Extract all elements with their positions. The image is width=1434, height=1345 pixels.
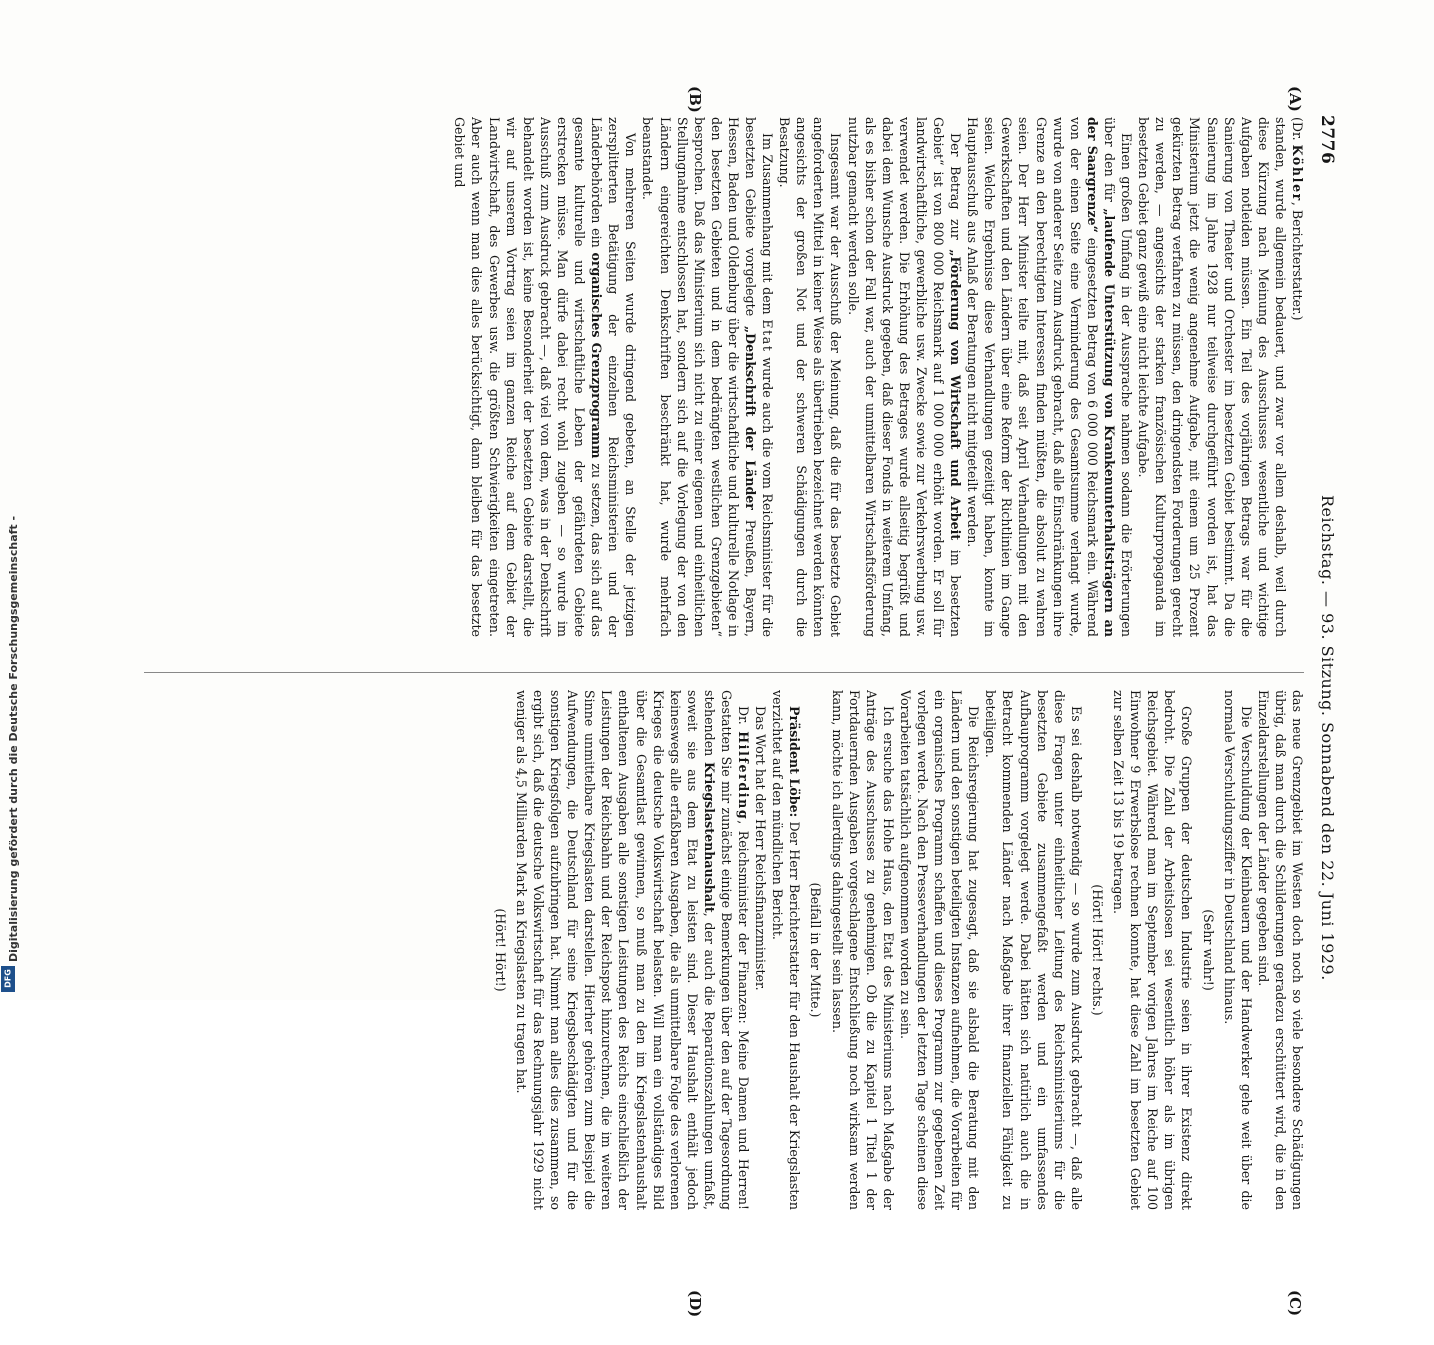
margin-marker-a: (A) bbox=[1286, 86, 1304, 112]
margin-marker-d: (D) bbox=[686, 1290, 704, 1318]
emphasis-text: organisches Grenzprogramm bbox=[589, 252, 605, 459]
speaker-role: , Berichterstatter.) bbox=[1290, 201, 1305, 321]
page-number: 2776 bbox=[1317, 115, 1337, 165]
speaker-prefix: (Dr. bbox=[1290, 117, 1305, 145]
emphasis-text: „Denkschrift der Länder bbox=[743, 325, 758, 510]
paragraph: das neue Grenzgebiet im Westen doch noch so viele besondere Schädigungen übrig, daß man durch die Schilderungen geradezu erschüttert wird, die in den Einzeldarstellungen der Länder gegeben sind. bbox=[1255, 690, 1305, 1210]
text-run: , der auch die Reparationszahlungen umfaßt, soweit sie aus dem Etat zu leisten sind. Dieser Haushalt enthält jedoch keineswegs alle erfaßbaren Ausgaben, die als unmittelbare Folge des verlorenen Krieges die deutsche Volkswirtschaft belasten. Will man ein vollständiges Bild über die Gesamtlast gewinnen, so muß man zu den im Kriegslastenhaushalt enthaltenen Ausgaben alle sonstigen Leistungen des Reichs einschließlich der Leistungen der Reichsbahn und der Reichspost hinzurechnen, die im weiteren Sinne unmittelbare Kriegslasten darstellen. Hierher gehören zum Beispiel die Aufwendungen, die Deutschland für seine Kriegsbeschädigten und für die sonstigen Kriegsfolgen aufzubringen hat. Nimmt man alles dies zusammen, so ergibt sich, daß die deutsche Volkswirtschaft für das Rechnungsjahr 1929 nicht weniger als 4,5 Milliarden Mark an Kriegslasten zu tragen hat. bbox=[513, 690, 717, 1210]
text-run: Einen großen Umfang in der Aussprache nahmen sodann die Erörterungen über den für bbox=[1101, 117, 1135, 637]
logo-text: DFG bbox=[3, 969, 13, 988]
credit-text: Digitalisierung gefördert durch die Deutsche Forschungsgemeinschaft - bbox=[7, 515, 20, 962]
dfg-logo-icon bbox=[1, 966, 15, 992]
paragraph bbox=[639, 117, 776, 637]
paragraph: Große Gruppen der deutschen Industrie seien in ihrer Existenz direkt bedroht. Die Zahl der Arbeitslosen sei wesentlich höher als im übrigen Reichsgebiet. Während man im September vorigen Jahres im Reiche auf 100 Einwohner 9 Erwerbslose rechnen konnte, hat diese Zahl im besetzten Gebiet zur selben Zeit 13 bis 19 betragen. bbox=[1111, 690, 1195, 1210]
paragraph: Die Reichsregierung hat zugesagt, daß sie alsbald die Beratung mit den Ländern und den sonstigen beteiligten Instanzen aufnehmen, die Vorarbeiten für ein organisches Programm schaffen und dieses Programm zur gegebenen Zeit vorlegen werde. Nach den Presseverhandlungen der letzten Tage scheinen diese Vorarbeiten tatsächlich aufgenommen worden zu sein. bbox=[897, 690, 982, 1210]
text-run: Der Betrag zur bbox=[948, 133, 964, 250]
emphasis-text: „laufende Unterstützung von Krankenunterhaltsträgern an der Saargrenze“ bbox=[1084, 117, 1117, 637]
paragraph bbox=[769, 690, 803, 1210]
interjection: (Hört! Hört!) bbox=[492, 908, 508, 992]
paragraph: Ich ersuche das Hohe Haus, den Etat des Ministeriums nach Maßgabe der Anträge des Ausschusses zu genehmigen. Ob die zu Kapitel 1 Titel 1 der Fortdauernden Ausgaben vorgeschlagene Entschließung noch wirksam werden kann, möchte ich allerdings dahingestellt sein lassen. bbox=[829, 690, 896, 1210]
interjection: (Hört! Hört! rechts.) bbox=[1089, 884, 1105, 1016]
interjection: (Sehr wahr!) bbox=[1200, 909, 1216, 991]
column-divider bbox=[144, 672, 1304, 673]
speaker-name: Präsident Löbe: bbox=[787, 706, 803, 818]
text-run: Von mehreren Seiten wurde dringend gebeten, an Stelle der jetzigen zersplitterten Betätigung der einzelnen Reichsministerien und der Länderbehörden ein bbox=[589, 117, 639, 637]
paragraph: Es sei deshalb notwendig — so wurde zum Ausdruck gebracht —, daß alle diese Fragen unter einheitlicher Leitung des Reichsministeriums für die besetzten Gebiete zusammengefaßt werden und ein umfassendes Aufbauprogramm vorgelegt werde. Dabei hätten sich natürlich auch die in Betracht kommenden Länder nach Maßgabe ihrer finanziellen Fähigkeit zu beteiligen. bbox=[983, 690, 1084, 1210]
paragraph bbox=[513, 690, 752, 1210]
paragraph: standen, wurde allgemein bedauert, und zwar vor allem deshalb, weil durch diese Kürzung nach Meinung des Ausschusses wesentliche und wichtige Aufgaben notleiden müssen. Ein Teil des vorjährigen Betrags war für die Sanierung von Theater und Orchester im besetzten Gebiet bestimmt. Da die Sanierung im Jahre 1928 nur teilweise durchgeführt worden ist, hat das Ministerium jetzt die wenig angenehme Aufgabe, mit einem um 25 Prozent gekürzten Betrag verfahren zu müssen, den dringendsten Forderungen gerecht zu werden, — angesichts der starken französischen Kulturpropaganda im besetzten Gebiet ganz gewiß eine nicht leichte Aufgabe. bbox=[1136, 117, 1288, 637]
running-header bbox=[1311, 115, 1339, 1345]
speaker-name: Köhler bbox=[1290, 144, 1305, 202]
text-run: Der Herr Berichterstatter für den Haushalt der Kriegslasten verzichtet auf den mündlichen Bericht. bbox=[770, 690, 803, 1210]
speaker-name: Hilferding bbox=[736, 731, 752, 821]
text-run: Preußen, Bayern, Hessen, Baden und Oldenburg über die wirtschaftliche und kulturelle Notlage in den besetzten Gebieten und in dem bedrängten westlichen Grenzgebieten“ besprochen. Daß das Ministerium sich nicht zu einer eigenen und einheitlichen Stellungnahme entschlossen hat, sondern sich auf die Vorlegung der von den Ländern eingereichten Denkschriften beschränkt hat, wurde mehrfach beanstandet. bbox=[640, 117, 758, 637]
paragraph: Die Verschuldung der Kleinbauern und der Handwerker gehe weit über die normale Verschuldungsziffer in Deutschland hinaus. bbox=[1221, 690, 1254, 1210]
emphasis-text: Kriegslastenhaushalt bbox=[701, 761, 717, 913]
paragraph: Das Wort hat der Herr Reichsfinanzminister. bbox=[753, 706, 769, 991]
paragraph bbox=[451, 117, 639, 637]
left-column bbox=[46, 117, 1306, 637]
text-run: Dr. bbox=[736, 706, 752, 732]
text-run: wurde auch die vom Reichsminister für die besetzten Gebiete vorgelegte bbox=[743, 117, 776, 637]
header-title: Reichstag. — 93. Sitzung. Sonnabend den 22. Juni 1929. bbox=[1318, 495, 1337, 981]
margin-marker-b: (B) bbox=[686, 86, 704, 113]
emphasis-text: „Förderung von Wirtschaft und Arbeit bbox=[948, 249, 964, 541]
text-run: , Reichsminister der Finanzen: Meine Damen und Herren! Gestatten Sie mir zunächst einige Bemerkungen über den auf der Tagesordnung stehenden bbox=[701, 690, 752, 1210]
text-run: zu setzen, das sich auf das gesamte kulturelle und wirtschaftliche Leben der gefährdeten Gebiete erstrecken müsse. Man dürfe dabei recht wohl zugeben — so wurde im Ausschuß zum Ausdruck gebracht —, daß viel von dem, was in der Denkschrift behandelt worden ist, keine Besonderheit der besetzten Gebiete darstellt, die wir auf unserem Vortrag seien im ganzen Reiche auf dem Gebiet der Landwirtschaft, des Gewerbes usw. die größten Schwierigkeiten eingetreten. Aber auch wenn man dies alles berücksichtigt, dann bleiben für das besetzte Gebiet und bbox=[452, 117, 605, 637]
paragraph bbox=[844, 117, 964, 637]
right-column bbox=[46, 690, 1306, 1210]
speaker-line bbox=[1289, 117, 1306, 637]
text-run: Im Zusammenhang mit dem bbox=[760, 133, 776, 320]
paragraph: Insgesamt war der Ausschuß der Meinung, daß die für das besetzte Gebiet angeforderten Mittel in keiner Weise als übertrieben bezeichnet werden könnten angesichts der großen Not und der schweren Schädigungen durch die Besatzung. bbox=[777, 117, 844, 637]
text-run: im besetzten Gebiet“ ist von 800 000 Reichsmark auf 1 000 000 erhöht worden. Er soll für landwirtschaftliche, gewerbliche usw. Zwecke sowie zur Verkehrswerbung usw. verwendet werden. Die Erhöhung des Betrages wurde allseitig begrüßt und dabei dem Wunsche Ausdruck gegeben, daß dieser Fonds in weiterem Umfang, als es bisher schon der Fall war, auch der unmittelbaren Wirtschaftsförderung nutzbar gemacht werden solle. bbox=[845, 117, 964, 637]
interjection: (Beifall in der Mitte.) bbox=[808, 882, 824, 1018]
text-run: eingesetzten Betrag von 6 000 000 Reichsmark ein. Während von der einen Seite eine Verminderung des Gesamtsumme verlangt wurde, wurde von anderer Seite zum Ausdruck gebracht, daß alle Einschränkungen ihre Grenze an den berechtigten Interessen finden müßten, die absolut zu wahren seien. Der Herr Minister teilte mit, daß seit April Verhandlungen mit den Gewerkschaften und den Ländern über eine Reform der Richtlinien im Gange seien. Welche Ergebnisse diese Verhandlungen gezeitigt haben, konnte im Hauptausschuß aus Anlaß der Beratungen nicht mitgeteilt werden. bbox=[965, 117, 1100, 637]
paragraph bbox=[964, 117, 1135, 637]
spaced-text: Etat bbox=[760, 319, 776, 353]
margin-marker-c: (C) bbox=[1286, 1290, 1304, 1317]
